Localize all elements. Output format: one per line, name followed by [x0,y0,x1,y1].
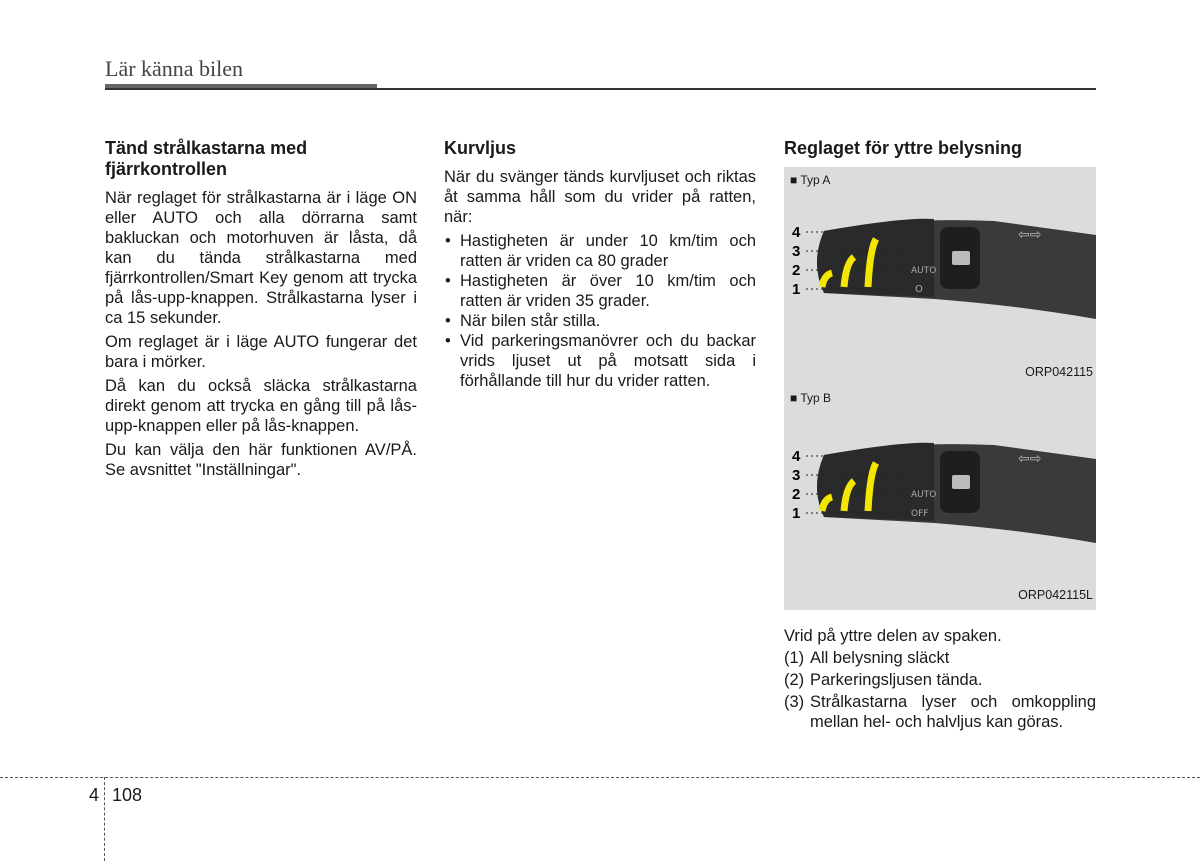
item-text: All belysning släckt [810,649,950,667]
footer-divider [0,777,1200,778]
column-exterior-light-switch [784,138,1096,734]
switch-off-text: OFF [911,509,929,519]
figure-typ-a [784,167,1096,387]
figure-code: ORP042115L [1018,588,1093,602]
figure-label: ■ Typ A [790,173,831,187]
numbered-list [784,648,1096,732]
position-number: 2 [792,486,801,503]
section-heading: Tänd strålkastarna med fjärrkontrollen [105,138,308,179]
figure-code: ORP042115 [1025,365,1093,379]
position-number: 1 [792,281,801,298]
paragraph: Om reglaget är i läge AUTO fungerar det bara i mörker. [105,333,417,371]
list-item: • När bilen står stilla. [444,311,756,331]
list-item: • Hastigheten är under 10 km/tim och ratten är vriden ca 80 grader [444,231,756,271]
light-switch-stalk-illustration [784,421,1096,591]
light-switch-stalk-illustration [784,197,1096,367]
position-number: 4 [792,224,801,241]
switch-auto-text: AUTO [911,490,937,500]
paragraph: När reglaget för strålkastarna är i läge ON eller AUTO och alla dörrarna samt bakluckan och motorhuven är låsta, då kan du tända strålkastarna med fjärrkontrollen/Smart Key genom att trycka på lås-upp-knappen. Strålkastarna lyser i ca 15 sekunder. [105,189,417,327]
position-number: 2 [792,262,801,279]
paragraph: När du svänger tänds kurvljuset och riktas åt samma håll som du vrider på ratten, när: [444,168,756,226]
header-rule-thin [105,88,1096,90]
item-number: (2) [784,671,805,689]
list-item: • Vid parkeringsmanövrer och du backar vrids ljuset ut på motsatt sida i förhållande till hur du vrider ratten. [444,331,756,391]
switch-auto-text: AUTO [911,266,937,276]
figure-typ-b [784,385,1096,610]
column-remote-headlights [105,138,417,484]
paragraph: Du kan välja den här funktionen AV/PÅ. Se avsnittet "Inställningar". [105,441,417,479]
footer-vertical-divider [104,777,105,861]
switch-off-text: O [915,284,923,295]
list-item: • Hastigheten är över 10 km/tim och ratten är vriden 35 grader. [444,271,756,311]
switch-button [952,251,970,265]
list-item [784,670,1096,690]
position-number: 1 [792,505,801,522]
figure-label: ■ Typ B [790,391,832,405]
switch-button [952,475,970,489]
item-number: (3) [784,693,805,711]
section-heading: Reglaget för yttre belysning [784,138,1023,158]
position-number: 3 [792,467,801,484]
item-text: Parkeringsljusen tända. [810,671,983,689]
list-item [784,648,1096,668]
list-item [784,692,1096,732]
page-header-title: Lär känna bilen [105,56,244,81]
position-number: 3 [792,243,801,260]
section-heading: Kurvljus [444,138,517,158]
turn-signal-icon: ⇦⇨ [1018,450,1042,466]
item-number: (1) [784,649,805,667]
page-number: 108 [112,785,143,805]
bullet-list [444,231,756,391]
paragraph: Då kan du också släcka strålkastarna direkt genom att trycka en gång till på lås-upp-knappen eller på lås-knappen. [105,377,417,435]
item-text: Strålkastarna lyser och omkoppling mellan hel- och halvljus kan göras. [810,693,1096,731]
position-number: 4 [792,448,801,465]
paragraph: Vrid på yttre delen av spaken. [784,627,1002,645]
chapter-number: 4 [89,785,100,805]
turn-signal-icon: ⇦⇨ [1018,226,1042,242]
column-cornering-light [444,138,756,391]
